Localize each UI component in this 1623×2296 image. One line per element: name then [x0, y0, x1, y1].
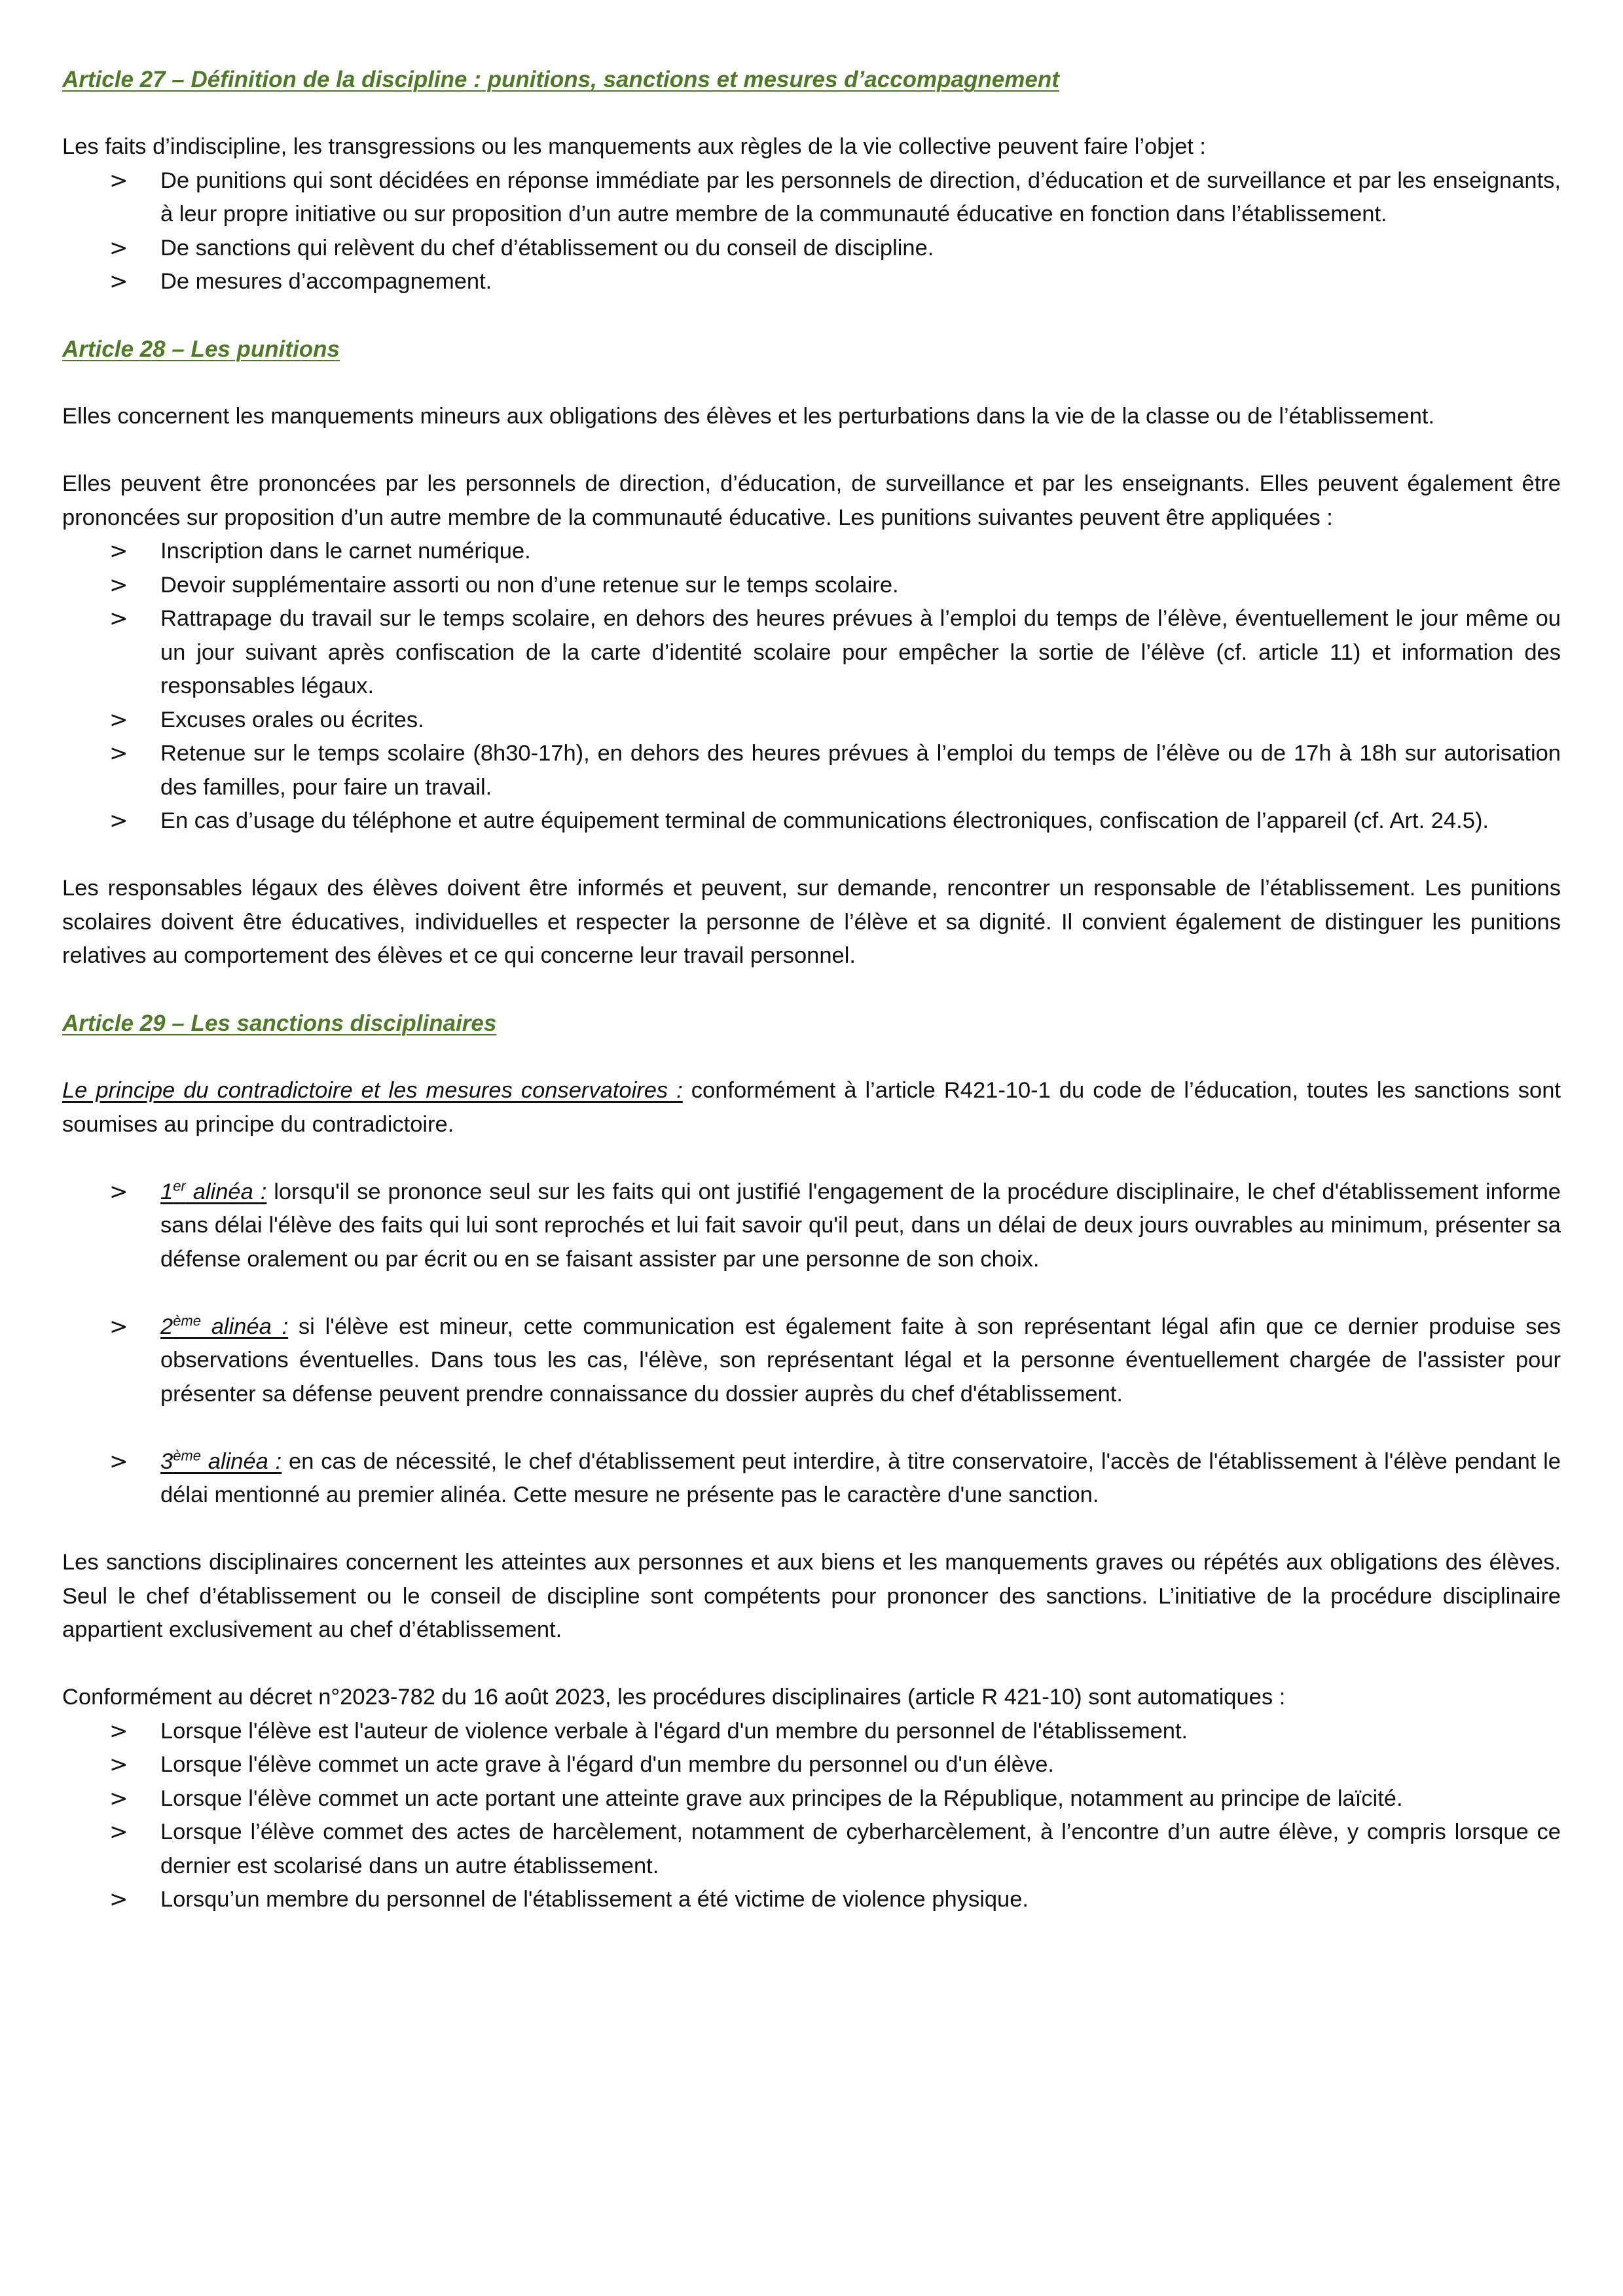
bullet-marker: >: [109, 1751, 128, 1778]
bullet-marker: >: [109, 268, 128, 295]
article-27-list: [62, 164, 1561, 299]
list-item: > Rattrapage du travail sur le temps scolaire, en dehors des heures prévues à l’emploi du temps de l’élève, éventuellement le jour même ou un jour suivant après confiscation de la carte d’identité scolaire pour empêcher la sortie de l’élève (cf. article 11) et information des responsables légaux.: [62, 602, 1561, 704]
bullet-marker: >: [109, 1313, 128, 1340]
bullet-marker: >: [109, 1178, 128, 1205]
list-item: > De mesures d’accompagnement.: [62, 265, 1561, 299]
list-item: > Lorsque l’élève commet des actes de harcèlement, notamment de cyberharcèlement, à l’encontre d’un autre élève, y compris lorsque ce dernier est scolarisé dans un autre établissement.: [62, 1816, 1561, 1883]
bullet-marker: >: [109, 571, 128, 598]
bullet-marker: >: [109, 808, 128, 834]
list-item: > Inscription dans le carnet numérique.: [62, 535, 1561, 569]
principle-text: conformément à l’article R421-10-1 du code de l’éducation, toutes les sanctions sont soumises au principe du contradictoire.: [62, 1078, 1561, 1137]
list-item: > Retenue sur le temps scolaire (8h30-17h), en dehors des heures prévues à l’emploi du temps de l’élève ou de 17h à 18h sur autorisation des familles, pour faire un travail.: [62, 737, 1561, 804]
bullet-marker: >: [109, 1717, 128, 1744]
bullet-marker: >: [109, 234, 128, 261]
bullet-marker: >: [109, 740, 128, 766]
automatic-procedures-list: [62, 1715, 1561, 1917]
alinea-label: 1er alinéa :: [160, 1177, 267, 1204]
list-item: > Lorsque l'élève commet un acte grave à l'égard d'un membre du personnel ou d'un élève.: [62, 1748, 1561, 1782]
alinea-item: > 1er alinéa : lorsqu'il se prononce seul sur les faits qui ont justifié l'engagement de la procédure disciplinaire, le chef d'établissement informe sans délai l'élève des faits qui lui sont reprochés et lui fait savoir qu'il peut, dans un délai de deux jours ouvrables au minimum, présenter sa défense oralement ou par écrit ou en se faisant assister par une personne de son choix.: [62, 1175, 1561, 1277]
sanctions-paragraph: Les sanctions disciplinaires concernent les atteintes aux personnes et aux biens et les manquements graves ou répétés aux obligations des élèves. Seul le chef d’établissement ou le conseil de discipline sont compétents pour prononcer des sanctions. L’initiative de la procédure disciplinaire appartient exclusivement au chef d’établissement.: [62, 1550, 1561, 1642]
decret-paragraph: Conformément au décret n°2023-782 du 16 août 2023, les procédures disciplinaires (article R 421-10) sont automatiques :: [62, 1685, 1286, 1710]
article-29-heading: Article 29 – Les sanctions disciplinaires: [62, 1011, 497, 1036]
article-27-heading: Article 27 – Définition de la discipline : punitions, sanctions et mesures d’accompagnement: [62, 67, 1059, 92]
list-item: > De punitions qui sont décidées en réponse immédiate par les personnels de direction, d’éducation et de surveillance et par les enseignants, à leur propre initiative ou sur proposition d’un autre membre de la communauté éducative en fonction dans l’établissement.: [62, 164, 1561, 232]
list-item: > Devoir supplémentaire assorti ou non d’une retenue sur le temps scolaire.: [62, 569, 1561, 603]
list-item: > Excuses orales ou écrites.: [62, 704, 1561, 738]
article-28-paragraph-2: Elles peuvent être prononcées par les personnels de direction, d’éducation, de surveillance et par les enseignants. Elles peuvent également être prononcées sur proposition d’un autre membre de la communauté éducative. Les punitions suivantes peuvent être appliquées :: [62, 471, 1561, 530]
alinea-list: [62, 1175, 1561, 1513]
principle-paragraph: [62, 1074, 1561, 1141]
alinea-item: > 3ème alinéa : en cas de nécessité, le chef d'établissement peut interdire, à titre conservatoire, l'accès de l'établissement à l'élève pendant le délai mentionné au premier alinéa. Cette mesure ne présente pas le caractère d'une sanction.: [62, 1445, 1561, 1513]
list-item: > En cas d’usage du téléphone et autre équipement terminal de communications électroniques, confiscation de l’appareil (cf. Art. 24.5).: [62, 804, 1561, 838]
principle-label: Le principe du contradictoire et les mesures conservatoires :: [62, 1078, 683, 1103]
alinea-label: 3ème alinéa :: [160, 1447, 282, 1474]
bullet-marker: >: [109, 167, 128, 194]
bullet-marker: >: [109, 1448, 128, 1475]
list-item: > Lorsque l'élève commet un acte portant une atteinte grave aux principes de la République, notamment au principe de laïcité.: [62, 1782, 1561, 1816]
alinea-item: > 2ème alinéa : si l'élève est mineur, cette communication est également faite à son représentant légal afin que ce dernier produise ses observations éventuelles. Dans tous les cas, l'élève, son représentant légal et la personne éventuellement chargée de l'assister pour présenter sa défense peuvent prendre connaissance du dossier auprès du chef d'établissement.: [62, 1310, 1561, 1412]
list-item: > De sanctions qui relèvent du chef d’établissement ou du conseil de discipline.: [62, 232, 1561, 266]
bullet-marker: >: [109, 1886, 128, 1912]
list-item: > Lorsque l'élève est l'auteur de violence verbale à l'égard d'un membre du personnel de l'établissement.: [62, 1715, 1561, 1749]
punitions-list: [62, 535, 1561, 838]
article-28-paragraph-1: Elles concernent les manquements mineurs aux obligations des élèves et les perturbations dans la vie de la classe ou de l’établissement.: [62, 404, 1435, 429]
bullet-marker: >: [109, 1785, 128, 1812]
alinea-label: 2ème alinéa :: [160, 1312, 289, 1339]
bullet-marker: >: [109, 605, 128, 632]
article-27-intro: Les faits d’indiscipline, les transgressions ou les manquements aux règles de la vie collective peuvent faire l’objet :: [62, 134, 1207, 159]
bullet-marker: >: [109, 538, 128, 564]
bullet-marker: >: [109, 1819, 128, 1845]
list-item: > Lorsqu’un membre du personnel de l'établissement a été victime de violence physique.: [62, 1883, 1561, 1917]
bullet-marker: >: [109, 706, 128, 733]
article-28-paragraph-3: Les responsables légaux des élèves doivent être informés et peuvent, sur demande, rencontrer un responsable de l’établissement. Les punitions scolaires doivent être éducatives, individuelles et respecter la personne de l’élève et sa dignité. Il convient également de distinguer les punitions relatives au comportement des élèves et ce qui concerne leur travail personnel.: [62, 876, 1561, 968]
article-28-heading: Article 28 – Les punitions: [62, 336, 340, 362]
